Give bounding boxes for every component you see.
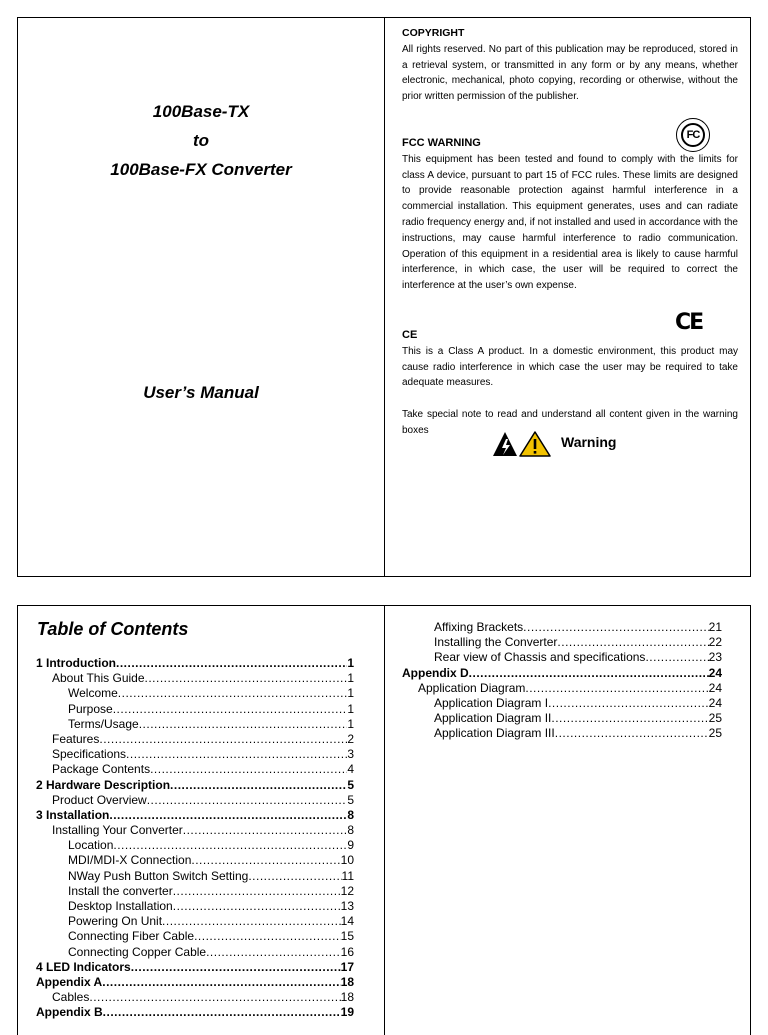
toc-entry-page: 12 [340,883,354,898]
toc-entry-page: 1 [347,716,354,731]
toc-leader-dots [557,635,708,650]
toc-entry-title: Terms/Usage [68,716,139,731]
toc-leader-dots [113,702,348,717]
toc-leader-dots [99,732,347,747]
toc-entry-page: 23 [708,650,722,665]
warning-icons [492,431,552,458]
toc-entry-title: Powering On Unit [68,914,163,929]
toc-entry[interactable] [36,914,354,929]
toc-leader-dots [206,945,341,960]
toc-entry-title: Connecting Fiber Cable [68,929,195,944]
warning-label: Warning [561,434,617,450]
toc-leader-dots [131,960,341,975]
toc-leader-dots [170,778,347,793]
toc-entry-page: 1 [347,686,354,701]
toc-left-column [36,656,354,1021]
toc-title: Table of Contents [37,619,189,639]
toc-entry-page: 16 [340,944,354,959]
toc-sheet [17,605,751,1035]
toc-entry[interactable] [402,620,722,635]
toc-entry-title: NWay Push Button Switch Setting [68,868,249,883]
toc-entry-page: 13 [340,899,354,913]
cover-title [18,97,384,184]
toc-entry[interactable] [36,762,354,777]
toc-leader-dots [147,793,348,808]
copyright-text: All rights reserved. No part of this publication may be reproduced, stored in a retrieval system, or transmitted in any form or by any means, whether electronic, mechanical, photo copying, recording or otherwise, without the prior written permission of the publisher. [402,43,738,103]
toc-entry[interactable] [36,686,354,701]
toc-entry-page: 24 [708,680,722,695]
toc-entry-title: Application Diagram II [434,711,552,726]
toc-entry[interactable] [36,869,354,884]
toc-leader-dots [525,681,708,696]
toc-entry-title: Appendix D [402,665,469,680]
cover-title-line: to [192,131,210,150]
toc-entry-title: 4 LED Indicators [36,959,131,974]
fcc-section [402,136,738,294]
toc-entry-page: 5 [347,777,354,792]
toc-entry-page: 18 [340,974,354,989]
toc-entry-page: 1 [347,656,354,670]
toc-entry-title: Purpose [68,701,113,716]
toc-entry-page: 19 [340,1005,354,1020]
toc-entry[interactable] [36,990,354,1005]
toc-leader-dots [118,686,348,701]
toc-entry-title: Product Overview [52,792,147,807]
toc-entry-title: 1 Introduction [36,656,116,670]
toc-entry[interactable] [36,853,354,868]
toc-leader-dots [139,717,348,732]
toc-leader-dots [145,671,348,686]
toc-entry-page: 18 [340,990,354,1005]
toc-entry[interactable] [36,945,354,960]
toc-leader-dots [126,747,347,762]
toc-entry[interactable] [36,702,354,717]
toc-leader-dots [102,975,340,990]
toc-entry-page: 25 [708,711,722,726]
toc-leader-dots [116,656,347,671]
caution-icon [520,432,550,456]
toc-leader-dots [103,1005,341,1020]
toc-entry[interactable] [36,884,354,899]
toc-entry[interactable] [36,838,354,853]
toc-entry[interactable] [36,1005,354,1020]
toc-entry[interactable] [402,726,722,741]
toc-entry-page: 15 [340,929,354,944]
toc-entry-page: 5 [347,792,354,807]
toc-entry-title: Connecting Copper Cable [68,944,207,959]
toc-entry-title: Location [68,838,114,853]
toc-leader-dots [183,823,348,838]
toc-entry-title: Rear view of Chassis and specifications [434,650,646,665]
toc-entry-title: Install the converter [68,883,173,898]
toc-entry-page: 4 [347,762,354,777]
toc-entry-page: 24 [708,695,722,710]
toc-entry-page: 2 [347,731,354,746]
toc-leader-dots [191,853,340,868]
ce-mark-icon: CE [675,310,703,335]
toc-leader-dots [89,990,340,1005]
cover-title-line: 100Base-FX Converter [110,160,292,179]
toc-entry-page: 1 [347,701,354,716]
cover-subtitle [18,378,384,407]
toc-entry-page: 10 [340,853,354,868]
toc-entry-page: 25 [708,726,722,741]
manual-cover-sheet [17,17,751,577]
ce-text: This is a Class A product. In a domestic environment, this product may cause radio interference in which case the user may be required to take adequate measures. [402,345,738,389]
toc-entry[interactable] [402,681,722,696]
page-divider [384,18,385,576]
toc-entry[interactable] [36,899,354,914]
toc-entry-title: About This Guide [52,671,145,686]
toc-entry-page: 17 [340,959,354,974]
ce-section [402,328,738,391]
toc-leader-dots [555,726,709,741]
toc-entry-title: 3 Installation [36,807,110,822]
toc-leader-dots [173,884,341,899]
toc-entry-page: 14 [340,914,354,929]
toc-entry[interactable] [36,717,354,732]
toc-leader-dots [109,808,347,823]
toc-leader-dots [173,899,341,914]
toc-leader-dots [248,869,341,884]
toc-entry-page: 9 [347,838,354,853]
toc-entry-title: Desktop Installation [68,899,173,913]
toc-entry[interactable] [36,778,354,793]
toc-entry[interactable] [36,793,354,808]
toc-entry-title: Specifications [52,747,127,762]
cover-title-line: 100Base-TX [152,102,250,121]
toc-entry-title: Cables [52,990,90,1005]
toc-entry[interactable] [402,666,722,681]
fcc-heading: FCC WARNING [402,137,481,149]
fcc-logo-icon [676,118,710,152]
toc-right-column [402,620,722,742]
toc-entry[interactable] [36,656,354,671]
toc-entry[interactable] [36,671,354,686]
toc-leader-dots [162,914,341,929]
ce-heading: CE [402,329,418,341]
toc-entry[interactable] [36,929,354,944]
copyright-heading: COPYRIGHT [402,27,465,39]
toc-entry-page: 1 [347,671,354,686]
toc-entry-page: 11 [341,868,354,883]
toc-entry-title: Appendix B [36,1005,103,1020]
toc-entry[interactable] [402,650,722,665]
toc-entry[interactable] [36,747,354,762]
toc-leader-dots [645,650,708,665]
toc-entry[interactable] [36,960,354,975]
toc-entry-title: Application Diagram III [434,726,555,741]
toc-entry-title: Affixing Brackets [434,620,524,634]
toc-entry-title: Package Contents [52,762,151,777]
electric-hazard-icon [493,432,517,456]
toc-leader-dots [551,711,708,726]
toc-entry-title: Appendix A [36,974,103,989]
fcc-logo-text: FC [681,123,705,147]
toc-entry[interactable] [36,823,354,838]
toc-entry-title: Application Diagram I [434,695,549,710]
toc-entry-title: MDI/MDI-X Connection [68,853,192,868]
toc-entry-title: Installing the Converter [434,635,558,650]
toc-entry[interactable] [402,711,722,726]
toc-entry-page: 24 [708,665,722,680]
toc-leader-dots [469,666,709,681]
toc-leader-dots [548,696,709,711]
toc-entry-title: Features [52,731,100,746]
toc-leader-dots [150,762,347,777]
toc-leader-dots [194,929,341,944]
page-divider [384,606,385,1035]
warning-note-text: Take special note to read and understand all content given in the warning boxes [402,409,738,436]
toc-entry-title: Application Diagram [418,680,526,695]
toc-entry-page: 22 [708,635,722,650]
toc-entry[interactable] [36,808,354,823]
notices-column [402,26,738,105]
toc-entry-page: 21 [708,620,722,634]
toc-entry[interactable] [36,975,354,990]
cover-subtitle-text: User’s Manual [143,383,259,402]
toc-entry[interactable] [36,732,354,747]
toc-entry-page: 3 [347,747,354,762]
toc-leader-dots [523,620,708,635]
toc-entry[interactable] [402,635,722,650]
toc-entry-page: 8 [347,823,354,838]
toc-entry-title: 2 Hardware Description [36,777,171,792]
toc-entry-page: 8 [347,807,354,822]
toc-entry[interactable] [402,696,722,711]
toc-leader-dots [113,838,347,853]
toc-entry-title: Welcome [68,686,118,701]
fcc-text: This equipment has been tested and found to comply with the limits for class A device, pursuant to part 15 of FCC rules. These limits are designed to provide reasonable protection against harmful interference in a commercial installation. This equipment generates, uses and can radiate radio frequency energy and, if not installed and used in accordance with the instructions, may cause harmful interference to radio communication. Operation of this equipment in a residential area is likely to cause harmful interference, in which case, the user will be required to correct the interference at the user’s own expense. [402,153,738,292]
toc-entry-title: Installing Your Converter [52,823,183,838]
